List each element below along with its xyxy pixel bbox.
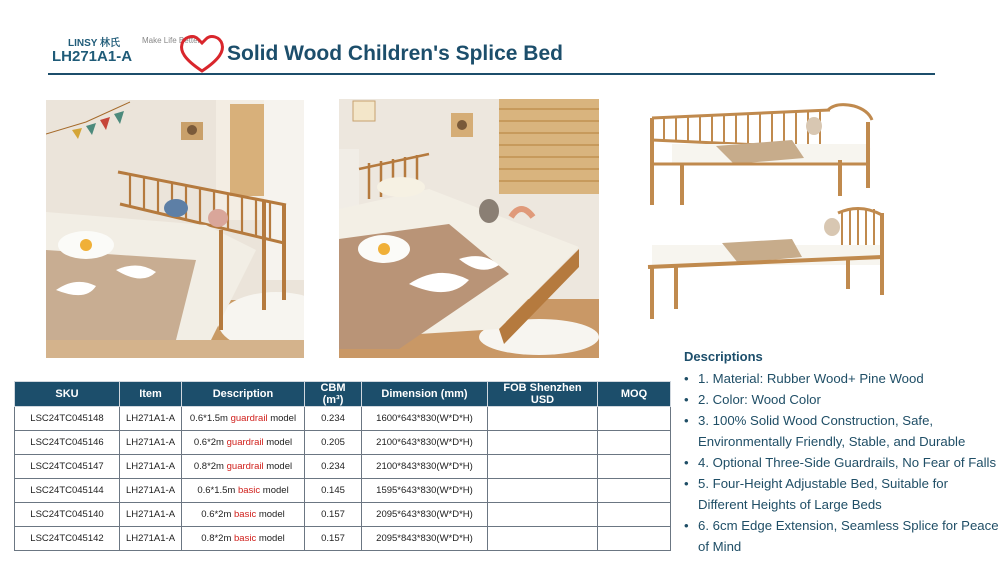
table-header-row (15, 382, 671, 407)
cell-description (182, 503, 305, 527)
cell-item: LH271A1-A (120, 407, 182, 431)
desc-suffix: model (263, 437, 293, 448)
bed-room-photo-basic (339, 99, 599, 358)
brand-logo: LINSY 林氏 (68, 38, 121, 49)
desc-type: guardrail (230, 413, 268, 424)
table-row (15, 407, 671, 431)
cell-cbm: 0.145 (305, 479, 362, 503)
desc-size: 0.6*2m (201, 509, 235, 520)
cell-dimension: 2100*843*830(W*D*H) (362, 455, 488, 479)
description-item: • 4. Optional Three-Side Guardrails, No Fear of Falls (684, 452, 1000, 473)
cell-moq (598, 503, 671, 527)
cell-cbm: 0.234 (305, 407, 362, 431)
cell-cbm: 0.157 (305, 527, 362, 551)
desc-size: 0.8*2m (201, 533, 235, 544)
desc-size: 0.6*2m (193, 437, 227, 448)
table-row (15, 455, 671, 479)
description-item: • 6. 6cm Edge Extension, Seamless Splice for Peace of Mind (684, 515, 1000, 557)
table-row (15, 431, 671, 455)
table-row (15, 503, 671, 527)
col-header-cbm: CBM (m³) (305, 382, 362, 407)
cell-item: LH271A1-A (120, 431, 182, 455)
col-header-moq: MOQ (598, 382, 671, 407)
cell-description (182, 455, 305, 479)
cell-sku: LSC24TC045140 (15, 503, 120, 527)
cell-fob (488, 407, 598, 431)
desc-suffix: model (263, 461, 293, 472)
cell-description (182, 527, 305, 551)
cell-fob (488, 527, 598, 551)
cell-cbm: 0.205 (305, 431, 362, 455)
cell-fob (488, 431, 598, 455)
desc-type: guardrail (226, 461, 264, 472)
cell-description (182, 407, 305, 431)
cell-fob (488, 503, 598, 527)
cell-item: LH271A1-A (120, 455, 182, 479)
desc-size: 0.6*1.5m (197, 485, 238, 496)
cell-fob (488, 455, 598, 479)
cell-moq (598, 431, 671, 455)
spec-table (14, 381, 671, 551)
cell-dimension: 1600*643*830(W*D*H) (362, 407, 488, 431)
cell-cbm: 0.234 (305, 455, 362, 479)
cell-dimension: 2095*643*830(W*D*H) (362, 503, 488, 527)
desc-suffix: model (267, 413, 297, 424)
cell-fob (488, 479, 598, 503)
descriptions-heading: Descriptions (684, 349, 763, 364)
desc-size: 0.6*1.5m (189, 413, 231, 424)
cell-moq (598, 479, 671, 503)
descriptions-list (684, 368, 1000, 557)
description-item: • 5. Four-Height Adjustable Bed, Suitable for Different Heights of Large Beds (684, 473, 1000, 515)
model-code: LH271A1-A (52, 48, 133, 65)
description-item: • 1. Material: Rubber Wood+ Pine Wood (684, 368, 1000, 389)
cell-dimension: 2100*643*830(W*D*H) (362, 431, 488, 455)
cell-item: LH271A1-A (120, 503, 182, 527)
desc-type: basic (234, 509, 257, 520)
cell-sku: LSC24TC045142 (15, 527, 120, 551)
brand-tagline: Make Life Better (142, 36, 201, 45)
table-row (15, 479, 671, 503)
cell-item: LH271A1-A (120, 527, 182, 551)
col-header-sku: SKU (15, 382, 120, 407)
desc-type: basic (234, 533, 257, 544)
cell-sku: LSC24TC045148 (15, 407, 120, 431)
cell-sku: LSC24TC045144 (15, 479, 120, 503)
desc-suffix: model (260, 485, 289, 496)
title-rule (48, 73, 935, 75)
table-row (15, 527, 671, 551)
col-header-description: Description (182, 382, 305, 407)
cell-description (182, 479, 305, 503)
cell-sku: LSC24TC045146 (15, 431, 120, 455)
desc-size: 0.8*2m (193, 461, 227, 472)
cell-item: LH271A1-A (120, 479, 182, 503)
desc-type: basic (237, 485, 261, 496)
cell-sku: LSC24TC045147 (15, 455, 120, 479)
col-header-dimension: Dimension (mm) (362, 382, 488, 407)
cell-dimension: 2095*843*830(W*D*H) (362, 527, 488, 551)
cell-moq (598, 407, 671, 431)
cell-moq (598, 455, 671, 479)
cell-cbm: 0.157 (305, 503, 362, 527)
desc-suffix: model (256, 533, 285, 544)
bed-room-photo-guardrail (46, 100, 304, 358)
cell-description (182, 431, 305, 455)
desc-type: guardrail (226, 437, 264, 448)
description-item: • 3. 100% Solid Wood Construction, Safe, Environmentally Friendly, Stable, and Durable (684, 410, 1000, 452)
desc-suffix: model (256, 509, 285, 520)
description-item: • 2. Color: Wood Color (684, 389, 1000, 410)
col-header-fob: FOB Shenzhen USD (488, 382, 598, 407)
heart-icon (178, 32, 226, 74)
cell-moq (598, 527, 671, 551)
cell-dimension: 1595*643*830(W*D*H) (362, 479, 488, 503)
product-photo-guardrail-model (642, 100, 892, 220)
page-title: Solid Wood Children's Splice Bed (227, 42, 563, 65)
col-header-item: Item (120, 382, 182, 407)
product-photo-basic-model (642, 205, 892, 323)
